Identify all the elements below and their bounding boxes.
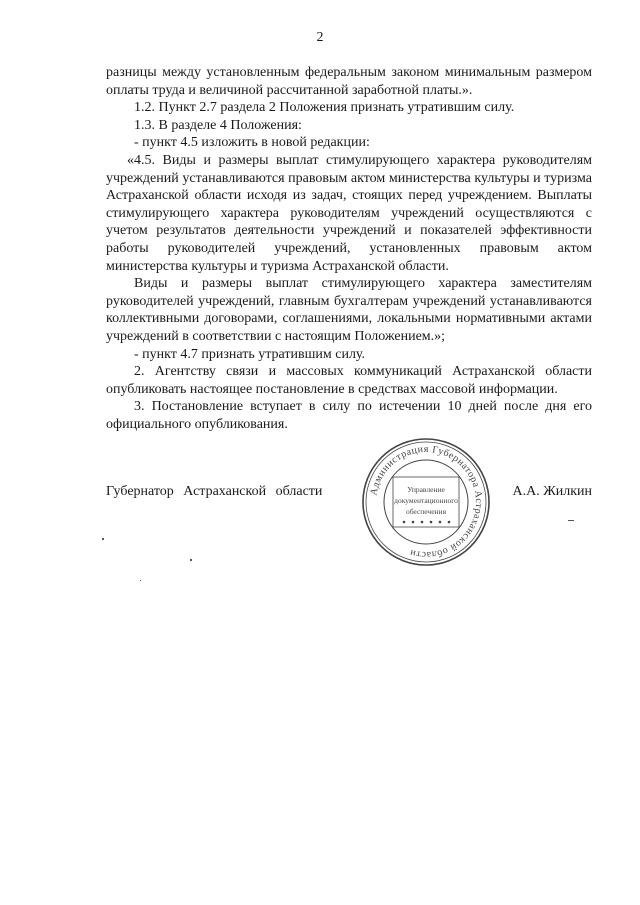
official-seal (356, 432, 496, 572)
seal-outer-text: Администрация Губернатора Астраханской области (368, 443, 485, 561)
document-body (106, 64, 592, 433)
seal-inner-line-2: документационного (394, 496, 458, 505)
paragraph-item-4-7: - пункт 4.7 признать утратившим силу. (134, 346, 366, 362)
paragraph-item-4-5-intro: - пункт 4.5 изложить в новой редакции: (134, 135, 370, 151)
scan-speck (568, 520, 574, 521)
paragraph-continuation: разницы между установленным федеральным законом минимальным размером оплаты труда и величиной рассчитанной заработной платы.». (106, 65, 592, 98)
seal-icon (356, 432, 496, 572)
paragraph-item-3: 3. Постановление вступает в силу по истечении 10 дней после дня его официального опубликования. (106, 399, 592, 432)
paragraph-item-1-2: 1.2. Пункт 2.7 раздела 2 Положения признать утратившим силу. (134, 100, 515, 116)
paragraph-item-1-3: 1.3. В разделе 4 Положения: (134, 117, 302, 133)
paragraph-item-2: 2. Агентству связи и массовых коммуникаций Астраханской области опубликовать настоящее постановление в средствах массовой информации. (106, 364, 592, 397)
signer-title: Губернатор Астраханской области (106, 484, 323, 499)
signer-name: А.А. Жилкин (512, 484, 592, 499)
seal-inner-line-1: Управление (407, 485, 445, 494)
page-number: 2 (316, 30, 324, 45)
paragraph-deputies: Виды и размеры выплат стимулирующего характера заместителям руководителей учреждений, главным бухгалтерам учреждений устанавливаются коллективными договорами, соглашениями, локальными нормативными актами учреждений в соответствии с настоящим Положением.»; (106, 276, 592, 344)
scan-speck (140, 580, 141, 581)
seal-inner-line-3: обеспечения (405, 507, 447, 516)
scan-speck (190, 559, 192, 561)
scan-speck (102, 538, 104, 540)
paragraph-item-4-5-text: «4.5. Виды и размеры выплат стимулирующего характера руководителям учреждений устанавливаются правовым актом министерства культуры и туризма Астраханской области исходя из задач, стоящих перед учреждением. Выплаты стимулирующего характера руководителям учреждений осуществляются с учетом результатов деятельности учреждений и показателей эффективности работы руководителей учреждений, установленных правовым актом министерства культуры и туризма Астраханской области. (106, 152, 592, 274)
